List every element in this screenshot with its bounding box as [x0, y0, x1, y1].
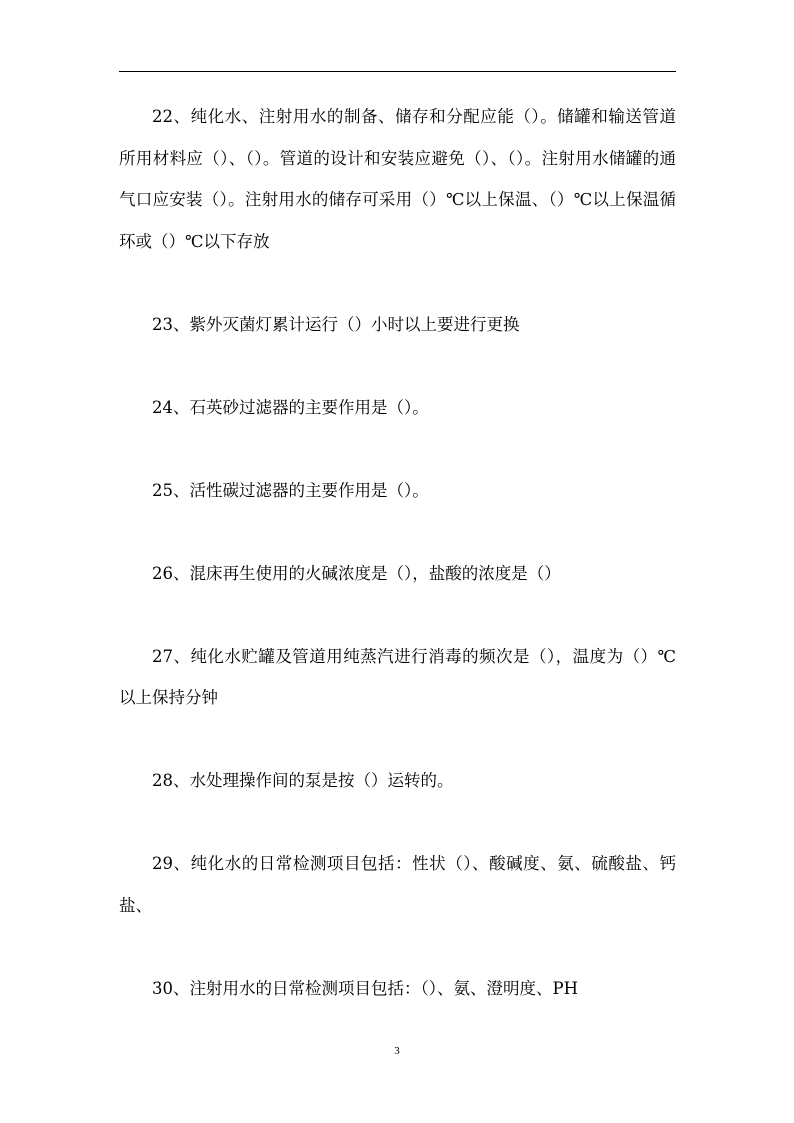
- header-rule: [119, 71, 676, 72]
- question-24: 24、石英砂过滤器的主要作用是（）。: [152, 397, 429, 417]
- document-body: [119, 96, 676, 1051]
- question-25: 25、活性碳过滤器的主要作用是（）。: [152, 480, 429, 500]
- question-27: 27、纯化水贮罐及管道用纯蒸汽进行消毒的频次是（），温度为（）℃以上保持分钟: [119, 646, 676, 707]
- question-29: 29、纯化水的日常检测项目包括：性状（）、酸碱度、氨、硫酸盐、钙盐、: [119, 854, 676, 915]
- question-30: 30、注射用水的日常检测项目包括：（）、氨、澄明度、PH: [152, 978, 578, 998]
- question-26: 26、混床再生使用的火碱浓度是（），盐酸的浓度是（）: [152, 563, 561, 583]
- question-22: 22、纯化水、注射用水的制备、储存和分配应能（）。储罐和输送管道所用材料应（）、（）。管道的设计和安装应避免（）、（）。注射用水储罐的通气口应安装（）。注射用水的储存可采用（）℃以上保温、（）℃以上保温循环或（）℃以下存放: [119, 107, 676, 251]
- page-number: 3: [394, 1045, 400, 1057]
- question-23: 23、紫外灭菌灯累计运行（）小时以上要进行更换: [152, 314, 520, 334]
- question-28: 28、水处理操作间的泵是按（）运转的。: [152, 771, 454, 790]
